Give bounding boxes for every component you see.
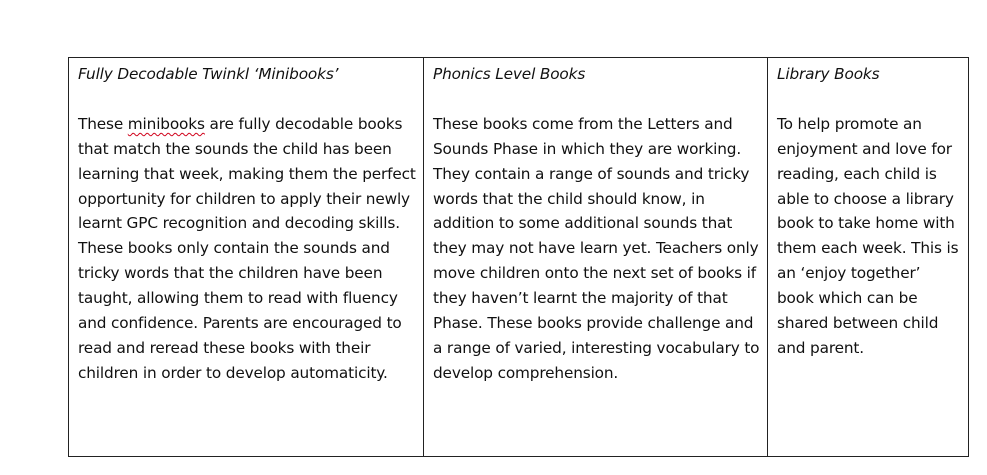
spellcheck-flagged-word[interactable]: minibooks <box>127 114 205 133</box>
paragraph-spacer <box>78 87 416 112</box>
minibooks-description-start: These <box>78 114 128 133</box>
library-books-description: To help promote an enjoyment and love for reading, each child is able to choose a library book to take home with them each week. This is an ‘enjoy together’ book which can be shared between child and parent. <box>777 114 959 357</box>
phonics-level-heading: Phonics Level Books <box>433 65 586 83</box>
minibooks-description-rest: are fully decodable books that match the sounds the child has been learning that week, making them the perfect opportunity for children to apply their newly learnt GPC recognition and decoding skills. These books only contain the sounds and tricky words that the children have been taught, allowing them to read with fluency and confidence. Parents are encouraged to read and reread these books with their children in order to develop automaticity. <box>78 114 416 382</box>
paragraph-spacer <box>777 87 961 112</box>
phonics-level-cell <box>424 58 768 457</box>
library-books-heading: Library Books <box>777 65 880 83</box>
minibooks-heading: Fully Decodable Twinkl ‘Minibooks’ <box>78 65 339 83</box>
library-books-cell <box>768 58 969 457</box>
phonics-level-description: These books come from the Letters and Sounds Phase in which they are working. They contain a range of sounds and tricky words that the child should know, in addition to some additional sounds that they may not have learn yet. Teachers only move children onto the next set of books if they haven’t learnt the majority of that Phase. These books provide challenge and a range of varied, interesting vocabulary to develop comprehension. <box>433 114 760 382</box>
minibooks-description <box>78 112 416 386</box>
table-row <box>69 58 969 457</box>
minibooks-cell <box>69 58 424 457</box>
paragraph-spacer <box>433 87 760 112</box>
book-types-table <box>68 57 969 457</box>
